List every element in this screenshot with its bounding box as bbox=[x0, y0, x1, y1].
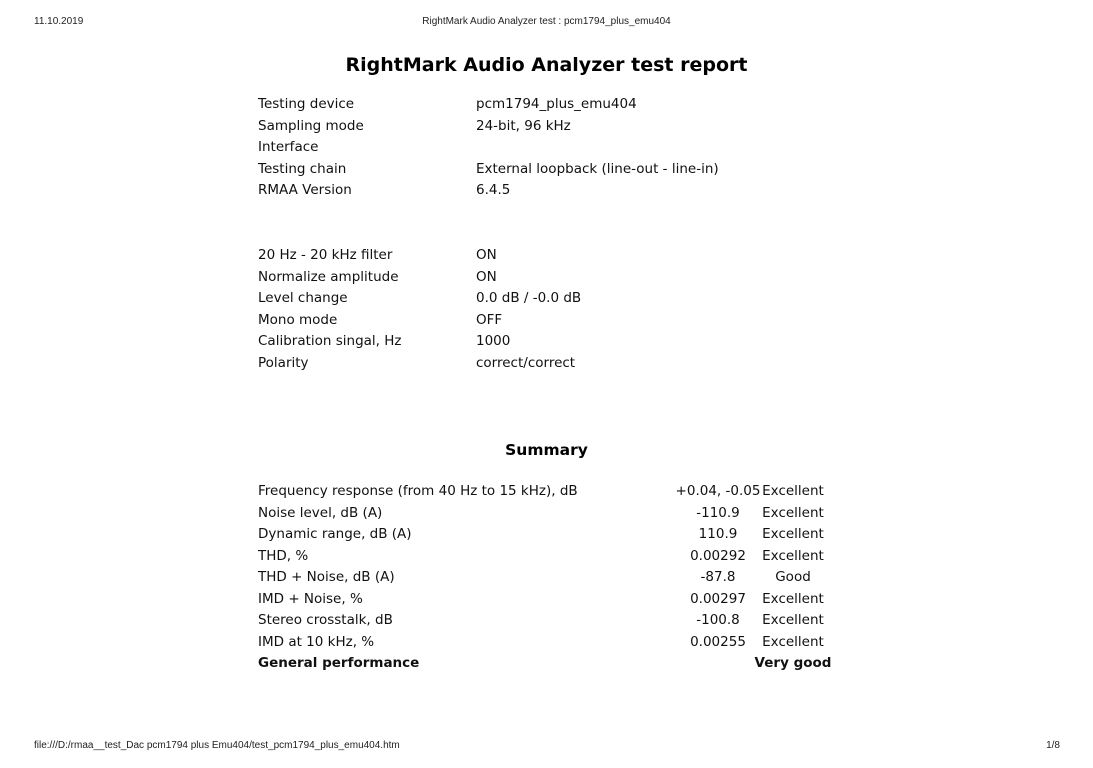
device-info-value: External loopback (line-out - line-in) bbox=[476, 160, 719, 177]
summary-table bbox=[258, 481, 858, 675]
device-info-value: pcm1794_plus_emu404 bbox=[476, 96, 637, 112]
device-info-value: 24-bit, 96 kHz bbox=[476, 117, 571, 134]
device-info-label: Testing device bbox=[258, 96, 355, 112]
summary-label: THD, % bbox=[258, 547, 309, 564]
summary-row bbox=[258, 610, 858, 632]
settings-label: Mono mode bbox=[258, 311, 338, 328]
summary-rating: Good bbox=[775, 569, 811, 585]
settings-label: Normalize amplitude bbox=[258, 268, 399, 285]
settings-label: Calibration singal, Hz bbox=[258, 333, 402, 350]
settings-label: Polarity bbox=[258, 354, 309, 371]
summary-label: Dynamic range, dB (A) bbox=[258, 526, 412, 542]
summary-value: 0.00292 bbox=[690, 547, 746, 564]
summary-rating: Excellent bbox=[762, 547, 824, 564]
settings-value: correct/correct bbox=[476, 354, 576, 371]
summary-row bbox=[258, 524, 858, 546]
device-info-label: Sampling mode bbox=[258, 117, 364, 134]
summary-label: IMD + Noise, % bbox=[258, 590, 363, 607]
summary-row bbox=[258, 589, 858, 611]
print-footer-page-number: 1/8 bbox=[1046, 740, 1060, 751]
summary-rating: Excellent bbox=[762, 504, 824, 521]
summary-label: Stereo crosstalk, dB bbox=[258, 612, 393, 628]
summary-heading: Summary bbox=[505, 441, 588, 459]
print-footer-path: file:///D:/rmaa__test_Dac pcm1794 plus Emu404/test_pcm1794_plus_emu404.htm bbox=[34, 740, 400, 751]
summary-row bbox=[258, 567, 858, 589]
summary-row bbox=[258, 481, 858, 503]
summary-rating: Excellent bbox=[762, 483, 824, 499]
summary-label: Noise level, dB (A) bbox=[258, 504, 383, 521]
device-info-value: 6.4.5 bbox=[476, 182, 511, 199]
summary-rating: Excellent bbox=[762, 633, 824, 650]
summary-value: 110.9 bbox=[698, 526, 738, 542]
summary-value: +0.04, -0.05 bbox=[675, 483, 761, 499]
settings-value: OFF bbox=[476, 311, 503, 328]
settings-value: ON bbox=[476, 268, 497, 285]
summary-row bbox=[258, 546, 858, 568]
print-header-date: 11.10.2019 bbox=[34, 16, 84, 27]
summary-label: Frequency response (from 40 Hz to 15 kHz), dB bbox=[258, 483, 578, 499]
settings-label: Level change bbox=[258, 290, 348, 307]
settings-label: 20 Hz - 20 kHz filter bbox=[258, 247, 393, 263]
print-header-title: RightMark Audio Analyzer test : pcm1794_plus_emu404 bbox=[422, 16, 671, 27]
summary-rating: Excellent bbox=[762, 612, 824, 628]
summary-value: -87.8 bbox=[700, 569, 736, 585]
settings-value: 0.0 dB / -0.0 dB bbox=[476, 290, 582, 307]
summary-rating: Excellent bbox=[762, 590, 824, 607]
general-performance-rating: Very good bbox=[754, 655, 832, 671]
general-performance-label: General performance bbox=[258, 655, 420, 671]
summary-value: -100.8 bbox=[696, 612, 740, 628]
device-info-label: Interface bbox=[258, 139, 319, 156]
summary-row bbox=[258, 632, 858, 654]
summary-label: THD + Noise, dB (A) bbox=[258, 569, 395, 585]
settings-value: ON bbox=[476, 247, 497, 263]
general-performance-row bbox=[258, 653, 858, 675]
summary-value: 0.00255 bbox=[690, 633, 746, 650]
summary-label: IMD at 10 kHz, % bbox=[258, 633, 375, 650]
settings-value: 1000 bbox=[476, 333, 511, 350]
summary-row bbox=[258, 503, 858, 525]
device-info-label: Testing chain bbox=[258, 160, 347, 177]
report-title: RightMark Audio Analyzer test report bbox=[345, 54, 748, 76]
summary-value: 0.00297 bbox=[690, 590, 746, 607]
device-info-label: RMAA Version bbox=[258, 182, 352, 199]
summary-rating: Excellent bbox=[762, 526, 824, 542]
summary-value: -110.9 bbox=[696, 504, 740, 521]
